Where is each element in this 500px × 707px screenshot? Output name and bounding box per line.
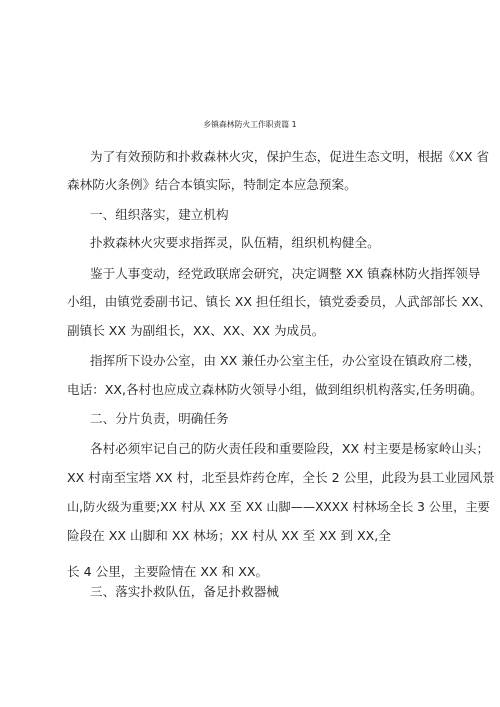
- paragraph-line: 电话：XX,各村也应成立森林防火领导小组，做到组织机构落实,任务明确。: [67, 382, 483, 397]
- paragraph-line: 森林防火条例》结合本镇实际，特制定本应急预案。: [67, 177, 357, 192]
- section-heading: 三、落实扑救队伍，备足扑救器械: [90, 584, 279, 599]
- paragraph-line: 指挥所下设办公室，由 XX 兼任办公室主任，办公室设在镇政府二楼，: [90, 353, 481, 368]
- paragraph-line: 长 4 公里，主要险情在 XX 和 XX。: [67, 564, 269, 579]
- paragraph-line: 各村必须牢记自己的防火责任段和重要险段，XX 村主要是杨家岭山头；: [90, 441, 490, 456]
- paragraph-line: 山,防火级为重要;XX 村从 XX 至 XX 山脚——XXXX 村林场全长 3 公里，主要: [67, 500, 490, 514]
- paragraph-line: 副镇长 XX 为副组长，XX、XX、XX 为成员。: [67, 323, 325, 338]
- section-heading: 二、分片负责，明确任务: [90, 411, 229, 426]
- paragraph-line: 扑救森林火灾要求指挥灵，队伍精，组织机构健全。: [90, 235, 380, 250]
- paragraph-line: 小组，由镇党委副书记、镇长 XX 担任组长，镇党委委员，人武部部长 XX、: [67, 294, 492, 309]
- paragraph-line: 险段在 XX 山脚和 XX 林场；XX 村从 XX 至 XX 到 XX,全: [67, 528, 391, 543]
- paragraph-line: 鉴于人事变动，经党政联席会研究，决定调整 XX 镇森林防火指挥领导: [90, 266, 481, 281]
- document-title: 乡镇森林防火工作职责篇 1: [203, 120, 297, 129]
- paragraph-line: XX 村南至宝塔 XX 村，北至县炸药仓库，全长 2 公里，此段为县工业园风景: [67, 470, 495, 485]
- paragraph-line: 为了有效预防和扑救森林火灾，保护生态，促进生态文明，根据《XX 省: [90, 149, 490, 164]
- section-heading: 一、组织落实，建立机构: [90, 207, 229, 222]
